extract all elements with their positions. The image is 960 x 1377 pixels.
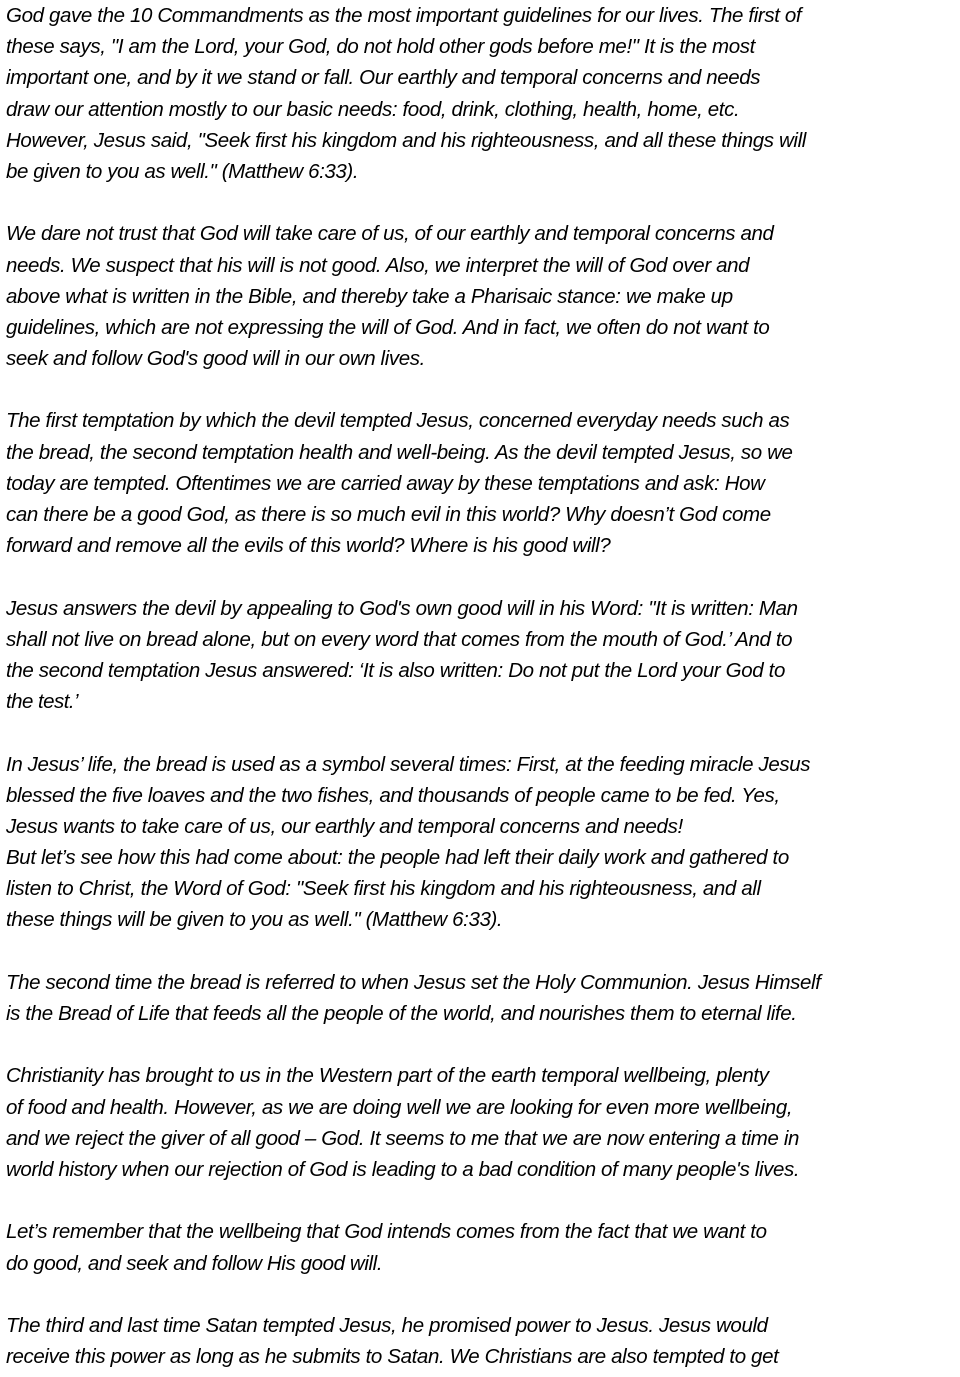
text-line: be given to you as well." (Matthew 6:33). [6,159,359,183]
document-page [6,0,958,1377]
text-line: seek and follow God's good will in our own lives. [6,347,425,371]
paragraph-first-temptation [6,405,958,561]
text-line: these says, "I am the Lord, your God, do not hold other gods before me!" It is the most [6,35,755,59]
text-line: Christianity has brought to us in the Western part of the earth temporal wellbeing, plenty [6,1064,769,1088]
text-line: needs. We suspect that his will is not good. Also, we interpret the will of God over and [6,253,750,277]
text-line: The second time the bread is referred to when Jesus set the Holy Communion. Jesus Himself [6,970,821,994]
text-line: the bread, the second temptation health and well-being. As the devil tempted Jesus, so we [6,440,793,464]
text-line: listen to Christ, the Word of God: "Seek first his kingdom and his righteousness, and all [6,877,761,901]
paragraph-christianity [6,1060,958,1185]
paragraph-bread-symbol [6,749,958,936]
text-line: forward and remove all the evils of this world? Where is his good will? [6,534,611,558]
text-line: However, Jesus said, "Seek first his kingdom and his righteousness, and all these things will [6,128,806,152]
paragraph-commandments [6,0,958,187]
text-line: and we reject the giver of all good – God. It seems to me that we are now entering a time in [6,1126,800,1150]
text-line: But let’s see how this had come about: the people had left their daily work and gathered to [6,846,789,870]
paragraph-jesus-answers [6,593,958,718]
text-line: today are tempted. Oftentimes we are carried away by these temptations and ask: How [6,471,765,495]
paragraph-wellbeing [6,1216,958,1278]
text-line: The first temptation by which the devil tempted Jesus, concerned everyday needs such as [6,409,790,433]
text-line: shall not live on bread alone, but on every word that comes from the mouth of God.’ And to [6,627,793,651]
text-line: The third and last time Satan tempted Jesus, he promised power to Jesus. Jesus would [6,1313,768,1337]
paragraph-trust [6,218,958,374]
text-line: important one, and by it we stand or fall. Our earthly and temporal concerns and needs [6,66,761,90]
text-line: God gave the 10 Commandments as the most important guidelines for our lives. The first of [6,4,802,27]
text-line: Jesus answers the devil by appealing to God's own good will in his Word: "It is written: Man [6,596,798,620]
text-line: can there be a good God, as there is so much evil in this world? Why doesn’t God come [6,503,771,526]
text-line: do good, and seek and follow His good will. [6,1251,383,1275]
text-line: blessed the five loaves and the two fishes, and thousands of people came to be fed. Yes, [6,783,780,807]
paragraph-holy-communion [6,967,958,1029]
text-line: above what is written in the Bible, and thereby take a Pharisaic stance: we make up [6,284,733,308]
text-line: draw our attention mostly to our basic needs: food, drink, clothing, health, home, etc. [6,97,740,121]
text-line: We dare not trust that God will take care of us, of our earthly and temporal concerns and [6,222,774,246]
text-line: of food and health. However, as we are doing well we are looking for even more wellbeing, [6,1095,793,1119]
text-line: world history when our rejection of God is leading to a bad condition of many people's lives. [6,1157,800,1181]
paragraph-third-temptation [6,1310,958,1372]
text-line: the second temptation Jesus answered: ‘It is also written: Do not put the Lord your God to [6,658,785,682]
text-line: the test.’ [6,690,78,714]
text-line: these things will be given to you as well." (Matthew 6:33). [6,908,503,932]
text-line: Let’s remember that the wellbeing that God intends comes from the fact that we want to [6,1220,767,1244]
text-line: In Jesus’ life, the bread is used as a symbol several times: First, at the feeding miracle Jesus [6,752,811,776]
text-line: receive this power as long as he submits to Satan. We Christians are also tempted to get [6,1345,779,1369]
text-line: guidelines, which are not expressing the will of God. And in fact, we often do not want to [6,315,770,339]
text-line: Jesus wants to take care of us, our earthly and temporal concerns and needs! [6,814,683,838]
text-line: is the Bread of Life that feeds all the people of the world, and nourishes them to eternal life. [6,1002,797,1025]
